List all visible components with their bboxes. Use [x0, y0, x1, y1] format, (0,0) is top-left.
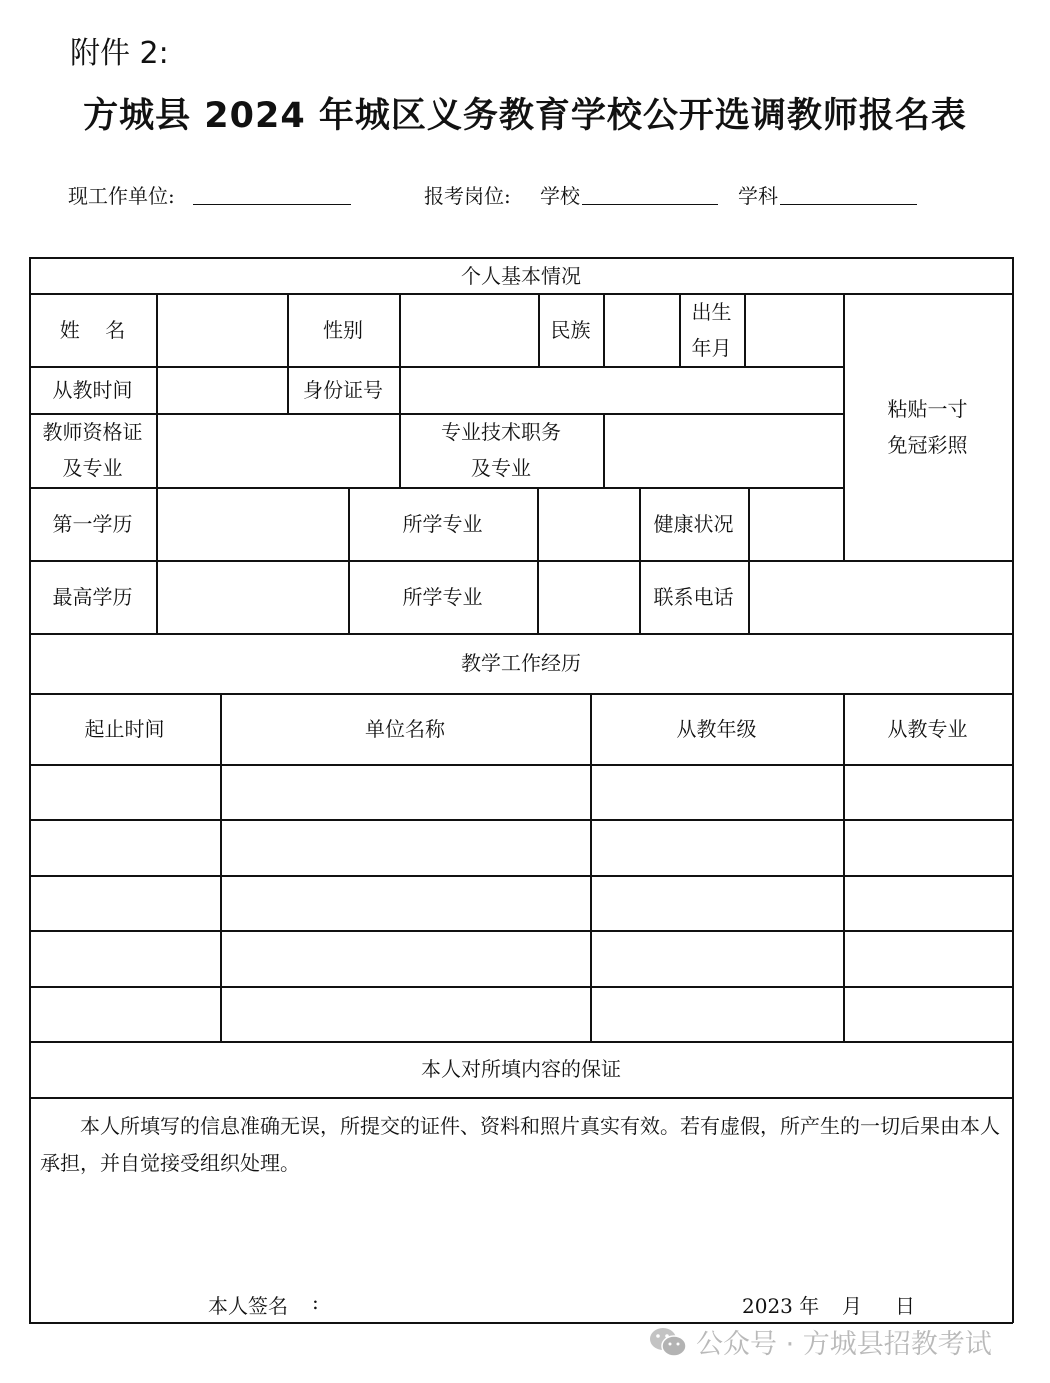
- teacher-cert-input[interactable]: [156, 413, 399, 487]
- experience-cell[interactable]: [843, 986, 1012, 1041]
- phone-input[interactable]: [748, 560, 1012, 633]
- guarantee-statement: 本人所填写的信息准确无误，所提交的证件、资料和照片真实有效。若有虚假，所产生的一切后果由本人承担，并自觉接受组织处理。: [40, 1114, 1000, 1175]
- photo-placeholder[interactable]: 粘贴一寸 免冠彩照: [887, 396, 968, 457]
- major2-input[interactable]: [537, 560, 639, 633]
- name-label: 姓 名: [59, 317, 126, 342]
- school-blank[interactable]: [582, 204, 718, 205]
- title-major-label: 专业技术职务 及专业: [441, 420, 561, 480]
- experience-cell[interactable]: [590, 986, 843, 1041]
- first-edu-input[interactable]: [156, 487, 348, 560]
- teaching-time-input[interactable]: [156, 366, 287, 413]
- experience-section-title: 教学工作经历: [461, 651, 581, 675]
- teacher-cert-label: 教师资格证 及专业: [42, 420, 143, 480]
- gender-label: 性别: [323, 317, 363, 342]
- title-major-input[interactable]: [603, 413, 843, 487]
- experience-cell[interactable]: [220, 986, 590, 1041]
- experience-cell[interactable]: [590, 764, 843, 819]
- date-day: 日: [895, 1294, 915, 1318]
- gender-input[interactable]: [399, 293, 538, 366]
- health-label: 健康状况: [653, 511, 734, 536]
- ethnicity-input[interactable]: [603, 293, 679, 366]
- experience-cell[interactable]: [590, 930, 843, 986]
- major1-input[interactable]: [537, 487, 639, 560]
- column-header: 从教专业: [887, 716, 968, 741]
- watermark-text: 公众号 · 方城县招教考试: [696, 1329, 992, 1360]
- experience-cell[interactable]: [29, 930, 220, 986]
- experience-cell[interactable]: [29, 764, 220, 819]
- experience-cell[interactable]: [29, 875, 220, 930]
- column-header: 从教年级: [676, 716, 757, 741]
- ethnicity-label: 民族: [550, 317, 591, 342]
- signature-field[interactable]: [330, 1286, 530, 1316]
- highest-edu-input[interactable]: [156, 560, 348, 633]
- experience-cell[interactable]: [29, 986, 220, 1041]
- major2-label: 所学专业: [402, 584, 483, 609]
- attachment-label: 附件 2:: [70, 36, 169, 71]
- subject-label: 学科: [738, 184, 778, 208]
- first-edu-label: 第一学历: [52, 511, 133, 536]
- id-number-input[interactable]: [399, 366, 843, 413]
- signature-colon: :: [312, 1290, 319, 1314]
- health-input[interactable]: [748, 487, 843, 560]
- experience-cell[interactable]: [590, 819, 843, 875]
- major1-label: 所学专业: [402, 511, 483, 536]
- subject-blank[interactable]: [780, 204, 917, 205]
- column-header: 起止时间: [84, 716, 165, 741]
- work-unit-label: 现工作单位:: [68, 184, 175, 208]
- guarantee-section-title: 本人对所填内容的保证: [421, 1057, 621, 1081]
- position-label: 报考岗位:: [424, 184, 511, 208]
- experience-cell[interactable]: [843, 930, 1012, 986]
- column-header: 单位名称: [365, 716, 445, 741]
- experience-cell[interactable]: [843, 819, 1012, 875]
- row-line: [29, 1097, 1013, 1099]
- date-year: 2023 年: [742, 1294, 820, 1318]
- name-input[interactable]: [156, 293, 287, 366]
- experience-cell[interactable]: [590, 875, 843, 930]
- work-unit-blank[interactable]: [193, 204, 351, 205]
- personal-section-title: 个人基本情况: [461, 263, 581, 288]
- experience-cell[interactable]: [220, 875, 590, 930]
- experience-cell[interactable]: [843, 764, 1012, 819]
- experience-cell[interactable]: [220, 819, 590, 875]
- teaching-time-label: 从教时间: [52, 377, 133, 402]
- page-title: 方城县 2024 年城区义务教育学校公开选调教师报名表: [83, 96, 967, 136]
- id-number-label: 身份证号: [303, 377, 383, 402]
- experience-cell[interactable]: [843, 875, 1012, 930]
- birth-label: 出生 年月: [691, 299, 732, 360]
- table-border-right: [1012, 257, 1014, 1323]
- birth-input[interactable]: [744, 293, 843, 366]
- experience-cell[interactable]: [220, 764, 590, 819]
- date-month: 月: [842, 1294, 862, 1318]
- school-label: 学校: [540, 184, 580, 208]
- phone-label: 联系电话: [653, 584, 734, 609]
- signature-label: 本人签名: [208, 1294, 288, 1318]
- highest-edu-label: 最高学历: [52, 584, 133, 609]
- wechat-icon: [648, 1325, 688, 1359]
- experience-cell[interactable]: [29, 819, 220, 875]
- watermark: [648, 1322, 992, 1361]
- experience-cell[interactable]: [220, 930, 590, 986]
